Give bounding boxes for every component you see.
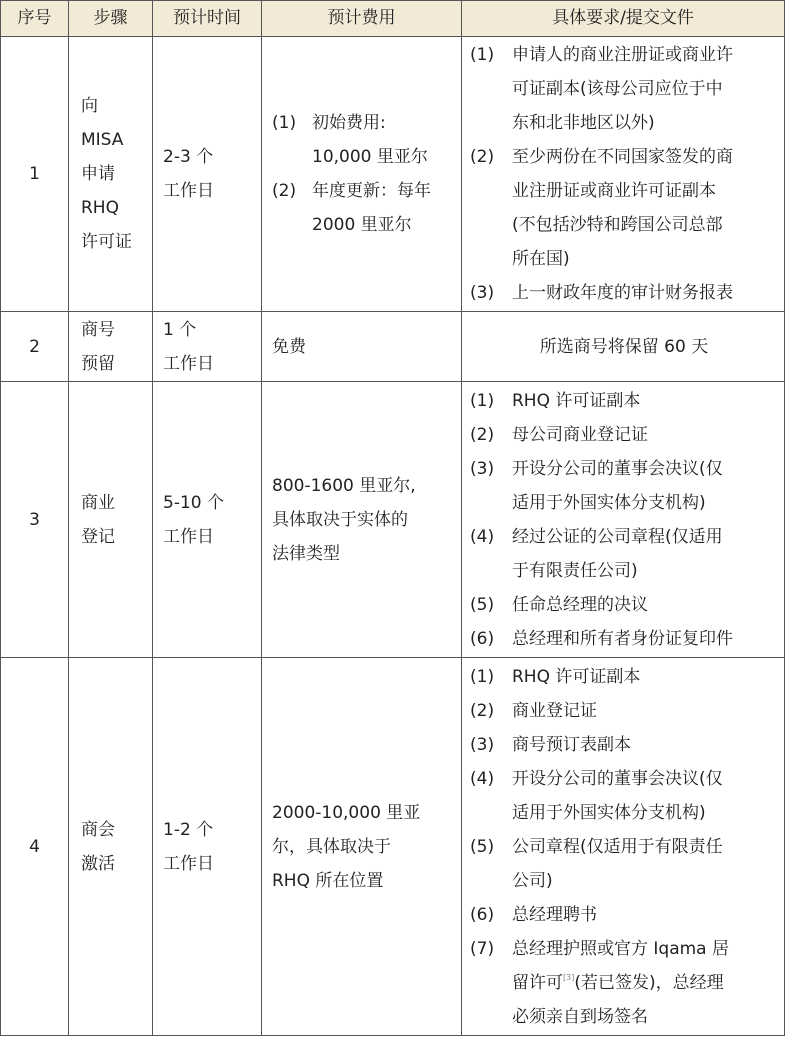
time-cell <box>153 312 262 382</box>
item-line: RHQ 许可证副本 <box>512 390 641 411</box>
time-line: 1 个 <box>163 319 197 340</box>
item-number: (6) <box>470 628 495 649</box>
step-line: 商业 <box>81 492 115 513</box>
fee-line: 800-1600 里亚尔, <box>272 475 416 496</box>
item-line-part: (若已签发)，总经理 <box>574 972 724 993</box>
fee-line: RHQ 所在位置 <box>272 870 384 891</box>
item-text <box>312 174 455 242</box>
step-cell <box>69 658 153 1036</box>
item-number: (7) <box>470 938 495 959</box>
list-item <box>470 418 778 452</box>
list-item <box>470 932 778 1034</box>
item-line: 上一财政年度的审计财务报表 <box>512 283 733 303</box>
row-number: 4 <box>1 658 69 1036</box>
item-line: 开设分公司的董事会决议(仅 <box>512 458 723 479</box>
item-number: (5) <box>470 836 495 857</box>
header-fee: 预计费用 <box>262 1 462 37</box>
header-row <box>1 1 785 37</box>
item-line: 总经理护照或官方 Iqama 居 <box>512 938 730 959</box>
item-line: 公司章程(仅适用于有限责任 <box>512 836 723 857</box>
item-number: (2) <box>272 181 297 201</box>
step-cell <box>69 312 153 382</box>
step-line: 激活 <box>81 853 115 874</box>
item-number: (1) <box>470 390 495 411</box>
time-line: 5-10 个 <box>163 492 224 513</box>
step-line: 许可证 <box>81 232 132 252</box>
requirements-list <box>470 660 778 1034</box>
item-number: (2) <box>470 147 495 167</box>
item-line: 适用于外国实体分支机构) <box>512 802 706 823</box>
time-cell <box>153 37 262 312</box>
item-line-part: 留许可 <box>512 972 563 993</box>
list-item <box>470 520 778 588</box>
list-item <box>470 830 778 898</box>
item-line: 2000 里亚尔 <box>312 215 412 235</box>
fee-cell <box>262 382 462 658</box>
list-item <box>272 106 455 174</box>
item-number: (6) <box>470 904 495 925</box>
table-row <box>1 382 785 658</box>
item-text <box>512 418 778 452</box>
requirements-list <box>470 384 778 656</box>
table-row <box>1 658 785 1036</box>
fee-line: 尔，具体取决于 <box>272 836 391 857</box>
list-item <box>470 898 778 932</box>
item-number: (1) <box>470 45 495 65</box>
item-line: 商业登记证 <box>512 700 597 721</box>
requirements-cell <box>462 658 785 1036</box>
item-text <box>512 588 778 622</box>
item-number: (2) <box>470 424 495 445</box>
step-line: 商号 <box>81 319 115 340</box>
requirements-cell: 所选商号将保留 60 天 <box>462 312 785 382</box>
list-item <box>470 622 778 656</box>
list-item <box>272 174 455 242</box>
fee-line: 具体取决于实体的 <box>272 509 408 530</box>
fee-line: 法律类型 <box>272 543 340 564</box>
item-number: (2) <box>470 700 495 721</box>
time-line: 工作日 <box>163 853 214 874</box>
list-item <box>470 140 778 276</box>
item-number: (3) <box>470 734 495 755</box>
item-text <box>512 384 778 418</box>
item-line: 总经理和所有者身份证复印件 <box>512 628 733 649</box>
row-number: 1 <box>1 37 69 312</box>
item-line: 于有限责任公司) <box>512 560 638 581</box>
item-text <box>512 830 778 898</box>
header-no: 序号 <box>1 1 69 37</box>
time-line: 工作日 <box>163 353 214 374</box>
item-line: 至少两份在不同国家签发的商 <box>512 147 733 167</box>
fee-cell: 免费 <box>262 312 462 382</box>
step-line: 向 <box>81 96 98 116</box>
item-text <box>512 694 778 728</box>
item-text <box>512 762 778 830</box>
item-line: 商号预订表副本 <box>512 734 631 755</box>
time-cell <box>153 382 262 658</box>
item-line: 业注册证或商业许可证副本 <box>512 181 716 201</box>
footnote-link[interactable]: [3] <box>563 972 575 982</box>
item-line: 必须亲自到场签名 <box>512 1006 648 1027</box>
row-number: 3 <box>1 382 69 658</box>
list-item <box>470 588 778 622</box>
item-text <box>512 728 778 762</box>
item-text <box>512 140 778 276</box>
step-line: 申请 <box>81 164 115 184</box>
table-row <box>1 37 785 312</box>
item-line: 申请人的商业注册证或商业许 <box>512 45 733 65</box>
item-line: 任命总经理的决议 <box>512 594 648 615</box>
list-item <box>470 762 778 830</box>
item-text <box>512 452 778 520</box>
item-number: (4) <box>470 768 495 789</box>
fee-line: 2000-10,000 里亚 <box>272 802 421 823</box>
item-number: (3) <box>470 283 495 303</box>
item-number: (3) <box>470 458 495 479</box>
item-number: (1) <box>272 113 297 133</box>
item-text <box>312 106 455 174</box>
item-line: 开设分公司的董事会决议(仅 <box>512 768 723 789</box>
item-line: 总经理聘书 <box>512 904 597 925</box>
item-line: 初始费用: <box>312 113 386 133</box>
step-cell <box>69 382 153 658</box>
item-line: 公司) <box>512 870 553 891</box>
step-line: 商会 <box>81 819 115 840</box>
header-requirements: 具体要求/提交文件 <box>462 1 785 37</box>
item-text <box>512 898 778 932</box>
item-number: (4) <box>470 526 495 547</box>
item-line: 可证副本(该母公司应位于中 <box>512 79 723 99</box>
item-line: (不包括沙特和跨国公司总部 <box>512 215 723 235</box>
item-number: (5) <box>470 594 495 615</box>
step-line: RHQ <box>81 198 119 218</box>
list-item <box>470 384 778 418</box>
time-line: 1-2 个 <box>163 819 214 840</box>
item-line: 年度更新：每年 <box>312 181 431 201</box>
item-number: (1) <box>470 666 495 687</box>
requirements-cell <box>462 382 785 658</box>
time-cell <box>153 658 262 1036</box>
item-text <box>512 38 778 140</box>
list-item <box>470 452 778 520</box>
item-text <box>512 660 778 694</box>
header-time: 预计时间 <box>153 1 262 37</box>
item-line: 10,000 里亚尔 <box>312 147 428 167</box>
list-item <box>470 38 778 140</box>
requirements-cell <box>462 37 785 312</box>
item-line: 经过公证的公司章程(仅适用 <box>512 526 723 547</box>
item-text <box>512 276 778 310</box>
item-line <box>512 966 778 1000</box>
requirements-list <box>470 38 778 310</box>
time-line: 工作日 <box>163 526 214 547</box>
item-text <box>512 520 778 588</box>
header-step: 步骤 <box>69 1 153 37</box>
step-line: 登记 <box>81 526 115 547</box>
item-line: 适用于外国实体分支机构) <box>512 492 706 513</box>
item-line: 东和北非地区以外) <box>512 113 655 133</box>
fee-cell <box>262 658 462 1036</box>
row-number: 2 <box>1 312 69 382</box>
list-item <box>470 728 778 762</box>
item-text <box>512 932 778 1034</box>
fee-list <box>272 106 455 242</box>
list-item <box>470 694 778 728</box>
step-line: MISA <box>81 130 124 150</box>
list-item <box>470 660 778 694</box>
table-row <box>1 312 785 382</box>
fee-cell <box>262 37 462 312</box>
list-item <box>470 276 778 310</box>
step-cell <box>69 37 153 312</box>
time-line: 工作日 <box>163 181 214 201</box>
item-line: 母公司商业登记证 <box>512 424 648 445</box>
time-line: 2-3 个 <box>163 147 214 167</box>
item-line: RHQ 许可证副本 <box>512 666 641 687</box>
item-line: 所在国) <box>512 249 570 269</box>
step-line: 预留 <box>81 353 115 374</box>
item-text <box>512 622 778 656</box>
